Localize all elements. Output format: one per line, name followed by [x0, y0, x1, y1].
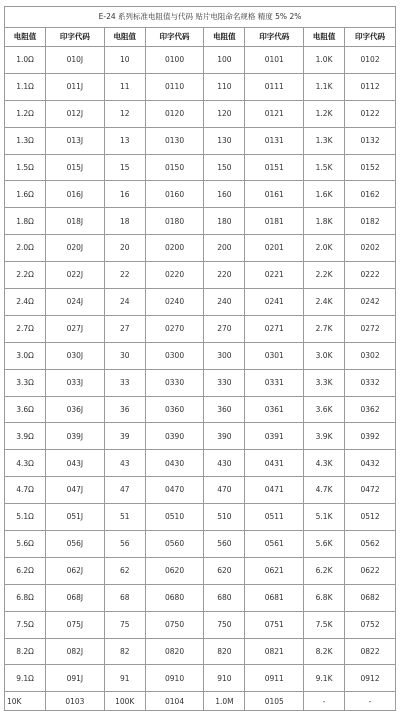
resistance-cell: 7.5Ω	[5, 611, 46, 638]
resistance-cell: 3.3Ω	[5, 369, 46, 396]
resistance-cell: 43	[104, 450, 145, 477]
header-marking-code: 印字代码	[46, 28, 105, 47]
table-title: E-24 系列标准电阻值与代码 贴片电阻命名规格 精度 5% 2%	[5, 7, 396, 28]
resistance-cell: 3.9Ω	[5, 423, 46, 450]
table-row	[5, 181, 396, 208]
code-cell: 015J	[46, 154, 105, 181]
code-cell: 0470	[145, 477, 204, 504]
code-cell: 0120	[145, 100, 204, 127]
resistance-cell: 1.5Ω	[5, 154, 46, 181]
code-cell: 012J	[46, 100, 105, 127]
resistance-cell: 68	[104, 584, 145, 611]
code-cell: 056J	[46, 531, 105, 558]
resistance-cell: 6.8Ω	[5, 584, 46, 611]
code-cell: 0302	[345, 342, 396, 369]
resistance-cell: 1.8Ω	[5, 208, 46, 235]
table-row	[5, 504, 396, 531]
header-marking-code: 印字代码	[345, 28, 396, 47]
code-cell: 0202	[345, 235, 396, 262]
resistance-cell: 130	[204, 127, 245, 154]
code-cell: 022J	[46, 262, 105, 289]
resistance-cell: 5.1Ω	[5, 504, 46, 531]
code-cell: 0270	[145, 315, 204, 342]
code-cell: 0272	[345, 315, 396, 342]
resistance-cell: 820	[204, 638, 245, 665]
resistance-cell: 1.6K	[304, 181, 345, 208]
header-marking-code: 印字代码	[245, 28, 304, 47]
code-cell: 0300	[145, 342, 204, 369]
resistance-cell: 75	[104, 611, 145, 638]
resistance-cell: 18	[104, 208, 145, 235]
code-cell: 0430	[145, 450, 204, 477]
code-cell: 0222	[345, 262, 396, 289]
resistance-cell: 2.7K	[304, 315, 345, 342]
resistance-cell: 560	[204, 531, 245, 558]
code-cell: 0200	[145, 235, 204, 262]
header-resistance: 电阻值	[5, 28, 46, 47]
code-cell: 0130	[145, 127, 204, 154]
resistance-cell: 430	[204, 450, 245, 477]
code-cell: 0361	[245, 396, 304, 423]
code-cell: 0162	[345, 181, 396, 208]
code-cell: 047J	[46, 477, 105, 504]
resistance-cell: 3.6Ω	[5, 396, 46, 423]
code-cell: 030J	[46, 342, 105, 369]
code-cell: 0301	[245, 342, 304, 369]
resistance-cell: 39	[104, 423, 145, 450]
code-cell: 020J	[46, 235, 105, 262]
resistance-cell: 6.2K	[304, 557, 345, 584]
table-row	[5, 289, 396, 316]
code-cell: 0362	[345, 396, 396, 423]
resistance-cell: 200	[204, 235, 245, 262]
code-cell: 0104	[145, 692, 204, 711]
code-cell: 0392	[345, 423, 396, 450]
header-resistance: 电阻值	[304, 28, 345, 47]
resistance-cell: 240	[204, 289, 245, 316]
resistance-cell: 2.0K	[304, 235, 345, 262]
code-cell: -	[345, 692, 396, 711]
resistor-code-table	[4, 6, 396, 711]
resistance-cell: 270	[204, 315, 245, 342]
header-resistance: 电阻值	[204, 28, 245, 47]
resistance-cell: 3.6K	[304, 396, 345, 423]
resistance-cell: 3.9K	[304, 423, 345, 450]
code-cell: 0152	[345, 154, 396, 181]
code-cell: 033J	[46, 369, 105, 396]
code-cell: 0360	[145, 396, 204, 423]
resistance-cell: 13	[104, 127, 145, 154]
resistance-cell: 100K	[104, 692, 145, 711]
table-row	[5, 235, 396, 262]
table-row	[5, 611, 396, 638]
code-cell: 0822	[345, 638, 396, 665]
resistance-cell: 680	[204, 584, 245, 611]
resistance-cell: 7.5K	[304, 611, 345, 638]
code-cell: 0160	[145, 181, 204, 208]
resistance-cell: 2.4Ω	[5, 289, 46, 316]
resistance-cell: -	[304, 692, 345, 711]
table-row	[5, 584, 396, 611]
resistance-cell: 20	[104, 235, 145, 262]
resistance-cell: 1.2K	[304, 100, 345, 127]
code-cell: 016J	[46, 181, 105, 208]
code-cell: 082J	[46, 638, 105, 665]
code-cell: 0331	[245, 369, 304, 396]
code-cell: 0820	[145, 638, 204, 665]
header-marking-code: 印字代码	[145, 28, 204, 47]
title-row	[5, 7, 396, 28]
code-cell: 0151	[245, 154, 304, 181]
table-row-last	[5, 692, 396, 711]
resistance-cell: 220	[204, 262, 245, 289]
resistance-cell: 8.2Ω	[5, 638, 46, 665]
code-cell: 0431	[245, 450, 304, 477]
resistance-cell: 82	[104, 638, 145, 665]
resistance-cell: 150	[204, 154, 245, 181]
code-cell: 068J	[46, 584, 105, 611]
code-cell: 0751	[245, 611, 304, 638]
code-cell: 0682	[345, 584, 396, 611]
table-row	[5, 396, 396, 423]
resistance-cell: 180	[204, 208, 245, 235]
resistance-cell: 1.3Ω	[5, 127, 46, 154]
resistance-cell: 1.6Ω	[5, 181, 46, 208]
code-cell: 0150	[145, 154, 204, 181]
resistance-cell: 2.4K	[304, 289, 345, 316]
resistance-cell: 5.6Ω	[5, 531, 46, 558]
table-row	[5, 665, 396, 692]
resistance-cell: 24	[104, 289, 145, 316]
resistance-cell: 16	[104, 181, 145, 208]
table-row	[5, 638, 396, 665]
code-cell: 062J	[46, 557, 105, 584]
code-cell: 0912	[345, 665, 396, 692]
code-cell: 0752	[345, 611, 396, 638]
code-cell: 0622	[345, 557, 396, 584]
resistance-cell: 5.1K	[304, 504, 345, 531]
resistance-cell: 330	[204, 369, 245, 396]
resistance-cell: 160	[204, 181, 245, 208]
code-cell: 0910	[145, 665, 204, 692]
code-cell: 051J	[46, 504, 105, 531]
resistance-cell: 510	[204, 504, 245, 531]
resistance-cell: 9.1Ω	[5, 665, 46, 692]
table-row	[5, 208, 396, 235]
code-cell: 0391	[245, 423, 304, 450]
resistance-cell: 620	[204, 557, 245, 584]
code-cell: 0122	[345, 100, 396, 127]
code-cell: 0161	[245, 181, 304, 208]
code-cell: 0111	[245, 73, 304, 100]
resistance-cell: 1.0Ω	[5, 47, 46, 74]
code-cell: 0512	[345, 504, 396, 531]
code-cell: 0620	[145, 557, 204, 584]
resistance-cell: 27	[104, 315, 145, 342]
code-cell: 0821	[245, 638, 304, 665]
table-row	[5, 450, 396, 477]
code-cell: 0201	[245, 235, 304, 262]
resistance-cell: 1.8K	[304, 208, 345, 235]
resistance-cell: 91	[104, 665, 145, 692]
code-cell: 0561	[245, 531, 304, 558]
code-cell: 0105	[245, 692, 304, 711]
resistance-cell: 36	[104, 396, 145, 423]
resistance-cell: 30	[104, 342, 145, 369]
resistance-cell: 47	[104, 477, 145, 504]
code-cell: 0330	[145, 369, 204, 396]
code-cell: 0471	[245, 477, 304, 504]
code-cell: 091J	[46, 665, 105, 692]
code-cell: 0221	[245, 262, 304, 289]
resistance-cell: 1.0M	[204, 692, 245, 711]
code-cell: 0562	[345, 531, 396, 558]
table-row	[5, 47, 396, 74]
resistance-cell: 10	[104, 47, 145, 74]
resistance-cell: 6.2Ω	[5, 557, 46, 584]
code-cell: 0681	[245, 584, 304, 611]
resistance-cell: 1.0K	[304, 47, 345, 74]
resistance-cell: 8.2K	[304, 638, 345, 665]
code-cell: 013J	[46, 127, 105, 154]
resistance-cell: 3.0K	[304, 342, 345, 369]
code-cell: 0131	[245, 127, 304, 154]
resistance-cell: 3.0Ω	[5, 342, 46, 369]
resistance-cell: 5.6K	[304, 531, 345, 558]
code-cell: 0132	[345, 127, 396, 154]
resistance-cell: 4.3Ω	[5, 450, 46, 477]
table-row	[5, 315, 396, 342]
resistance-cell: 51	[104, 504, 145, 531]
table-row	[5, 100, 396, 127]
code-cell: 0390	[145, 423, 204, 450]
resistance-cell: 100	[204, 47, 245, 74]
code-cell: 0432	[345, 450, 396, 477]
resistance-cell: 360	[204, 396, 245, 423]
table-body	[5, 7, 396, 711]
code-cell: 027J	[46, 315, 105, 342]
code-cell: 0241	[245, 289, 304, 316]
resistance-cell: 120	[204, 100, 245, 127]
resistance-cell: 470	[204, 477, 245, 504]
resistance-cell: 1.3K	[304, 127, 345, 154]
code-cell: 010J	[46, 47, 105, 74]
table-row	[5, 557, 396, 584]
code-cell: 0750	[145, 611, 204, 638]
code-cell: 0103	[46, 692, 105, 711]
code-cell: 0220	[145, 262, 204, 289]
table-row	[5, 262, 396, 289]
resistance-cell: 390	[204, 423, 245, 450]
table-row	[5, 369, 396, 396]
code-cell: 0271	[245, 315, 304, 342]
resistance-cell: 1.5K	[304, 154, 345, 181]
code-cell: 075J	[46, 611, 105, 638]
resistance-cell: 56	[104, 531, 145, 558]
resistance-cell: 750	[204, 611, 245, 638]
code-cell: 024J	[46, 289, 105, 316]
code-cell: 0472	[345, 477, 396, 504]
code-cell: 0240	[145, 289, 204, 316]
code-cell: 0121	[245, 100, 304, 127]
code-cell: 0621	[245, 557, 304, 584]
resistance-cell: 910	[204, 665, 245, 692]
code-cell: 0182	[345, 208, 396, 235]
code-cell: 0110	[145, 73, 204, 100]
table-row	[5, 127, 396, 154]
resistance-cell: 33	[104, 369, 145, 396]
code-cell: 0100	[145, 47, 204, 74]
resistance-cell: 1.1Ω	[5, 73, 46, 100]
code-cell: 018J	[46, 208, 105, 235]
resistance-cell: 62	[104, 557, 145, 584]
resistance-cell: 2.2K	[304, 262, 345, 289]
resistance-cell: 11	[104, 73, 145, 100]
code-cell: 0332	[345, 369, 396, 396]
resistance-cell: 9.1K	[304, 665, 345, 692]
resistance-cell: 1.1K	[304, 73, 345, 100]
code-cell: 0511	[245, 504, 304, 531]
table-row	[5, 342, 396, 369]
code-cell: 039J	[46, 423, 105, 450]
code-cell: 043J	[46, 450, 105, 477]
resistance-cell: 4.3K	[304, 450, 345, 477]
code-cell: 0510	[145, 504, 204, 531]
resistance-cell: 4.7Ω	[5, 477, 46, 504]
code-cell: 011J	[46, 73, 105, 100]
table-row	[5, 477, 396, 504]
code-cell: 0112	[345, 73, 396, 100]
table-row	[5, 154, 396, 181]
resistance-cell: 22	[104, 262, 145, 289]
code-cell: 0101	[245, 47, 304, 74]
code-cell: 0911	[245, 665, 304, 692]
resistance-cell: 110	[204, 73, 245, 100]
resistance-cell: 6.8K	[304, 584, 345, 611]
code-cell: 036J	[46, 396, 105, 423]
resistance-cell: 15	[104, 154, 145, 181]
code-cell: 0180	[145, 208, 204, 235]
resistance-cell: 2.7Ω	[5, 315, 46, 342]
code-cell: 0102	[345, 47, 396, 74]
header-row	[5, 28, 396, 47]
header-resistance: 电阻值	[104, 28, 145, 47]
code-cell: 0680	[145, 584, 204, 611]
table-row	[5, 531, 396, 558]
resistance-cell: 1.2Ω	[5, 100, 46, 127]
resistance-cell: 12	[104, 100, 145, 127]
table-row	[5, 423, 396, 450]
resistance-cell: 2.2Ω	[5, 262, 46, 289]
code-cell: 0181	[245, 208, 304, 235]
resistance-cell: 300	[204, 342, 245, 369]
resistance-cell: 10K	[5, 692, 46, 711]
resistance-cell: 4.7K	[304, 477, 345, 504]
table-row	[5, 73, 396, 100]
resistance-cell: 2.0Ω	[5, 235, 46, 262]
code-cell: 0560	[145, 531, 204, 558]
resistance-cell: 3.3K	[304, 369, 345, 396]
code-cell: 0242	[345, 289, 396, 316]
